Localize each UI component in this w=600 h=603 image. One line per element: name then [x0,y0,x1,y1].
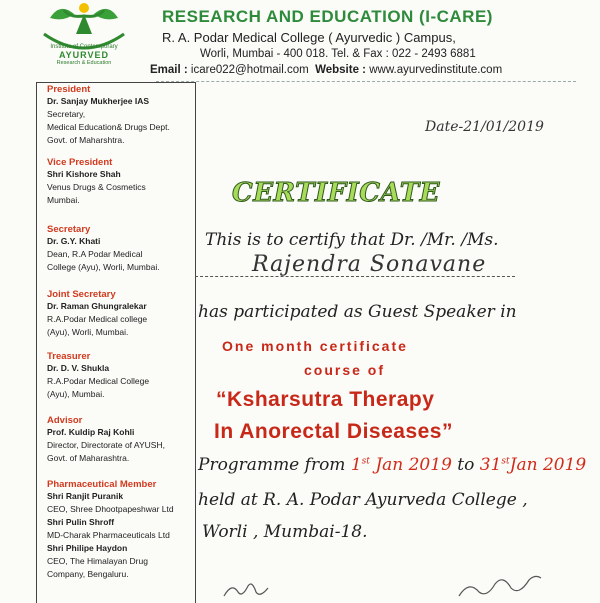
recipient-name: Rajendra Sonavane [252,252,487,277]
role-pharmaceutical-member: Pharmaceutical Member [47,479,157,490]
signature-right [455,570,545,600]
joint-secretary-name: Dr. Raman Ghungralekar [47,301,147,311]
role-president: President [47,84,91,95]
end-month-year: Jan 2019 [509,455,587,475]
advisor-details [47,426,195,465]
end-date [480,455,586,475]
start-date [351,455,452,475]
end-day: 31 [479,455,502,475]
signature-left [220,578,280,600]
president-name: Dr. Sanjay Mukherjee IAS [47,96,150,106]
joint-secretary-line: R.A.Podar Medical college [47,314,148,324]
president-line: Govt. of Maharshtra. [47,135,125,145]
start-month-year: Jan 2019 [375,455,452,475]
pharma-member-line: MD-Charak Pharmaceuticals Ltd [47,530,170,540]
vice-president-line: Mumbai. [47,195,80,205]
course-line-1: One month certificate [222,338,408,354]
logo-line-3: Research & Education [56,60,112,66]
role-joint-secretary: Joint Secretary [47,289,116,300]
role-treasurer: Treasurer [47,351,91,362]
certificate-title: CERTIFICATE [232,178,440,208]
secretary-line: College (Ayu), Worli, Mumbai. [47,262,160,272]
pharma-member-name: Shri Ranjit Puranik [47,491,124,501]
email-address[interactable]: icare022@hotmail.com [190,64,309,76]
treasurer-name: Dr. D. V. Shukla [47,363,110,373]
course-line-2: course of [304,362,386,378]
website-label: Website : [315,64,367,76]
pharma-member-line: CEO, Shree Dhootpapeshwar Ltd [47,504,174,514]
advisor-name: Prof. Kuldip Raj Kohli [47,427,135,437]
certify-line: This is to certify that Dr. /Mr. /Ms. [205,230,499,250]
role-vice-president: Vice President [47,157,113,168]
to-word: to [457,455,475,475]
certificate-date: Date-21/01/2019 [425,119,544,135]
start-suffix: st [361,456,370,467]
logo-caption [30,44,138,67]
website-address[interactable]: www.ayurvedinstitute.com [369,64,503,76]
joint-secretary-line: (Ayu), Worli, Mumbai. [47,327,129,337]
treasurer-line: (Ayu), Mumbai. [47,389,105,399]
pharma-member-name: Shri Philipe Haydon [47,543,128,553]
treasurer-details [47,362,195,401]
programme-line [198,455,586,475]
email-label: Email : [150,64,188,76]
president-line: Medical Education& Drugs Dept. [47,122,170,132]
pharma-member-line: CEO, The Himalayan Drug [47,556,148,566]
topic-line-1: “Ksharsutra Therapy [216,388,435,411]
treasurer-line: R.A.Podar Medical College [47,376,150,386]
joint-secretary-details [47,300,195,339]
contact-line [150,64,502,76]
header-divider [156,81,576,82]
start-day: 1 [350,455,362,475]
pharma-details [47,490,195,581]
venue-line-1: held at R. A. Podar Ayurveda College , [198,490,528,510]
end-suffix: st [501,456,510,467]
advisor-line: Director, Directorate of AYUSH, [47,440,165,450]
vice-president-details [47,168,195,207]
advisor-line: Govt. of Maharashtra. [47,453,130,463]
name-underline [195,276,515,277]
logo-line-2: AYURVED [58,50,110,60]
vice-president-name: Shri Kishore Shah [47,169,121,179]
president-details [47,95,195,147]
secretary-line: Dean, R.A Podar Medical [47,249,143,259]
pharma-member-name: Shri Pulin Shroff [47,517,115,527]
address-line-1: R. A. Podar Medical College ( Ayurvedic ) Campus, [162,30,456,45]
secretary-details [47,235,195,274]
vice-president-line: Venus Drugs & Cosmetics [47,182,146,192]
role-secretary: Secretary [47,224,91,235]
president-line: Secretary, [47,109,86,119]
venue-line-2: Worli , Mumbai-18. [202,522,368,542]
logo-line-1: Institute of Contemporary [50,44,118,50]
programme-prefix: Programme from [198,455,346,475]
participation-line: has participated as Guest Speaker in [198,302,517,322]
pharma-member-line: Company, Bengaluru. [47,569,129,579]
secretary-name: Dr. G.Y. Khati [47,236,101,246]
address-line-2: Worli, Mumbai - 400 018. Tel. & Fax : 022 - 2493 6881 [200,48,476,60]
topic-line-2: In Anorectal Diseases” [214,420,453,443]
role-advisor: Advisor [47,415,83,426]
institute-title: RESEARCH AND EDUCATION (I-CARE) [162,7,493,26]
